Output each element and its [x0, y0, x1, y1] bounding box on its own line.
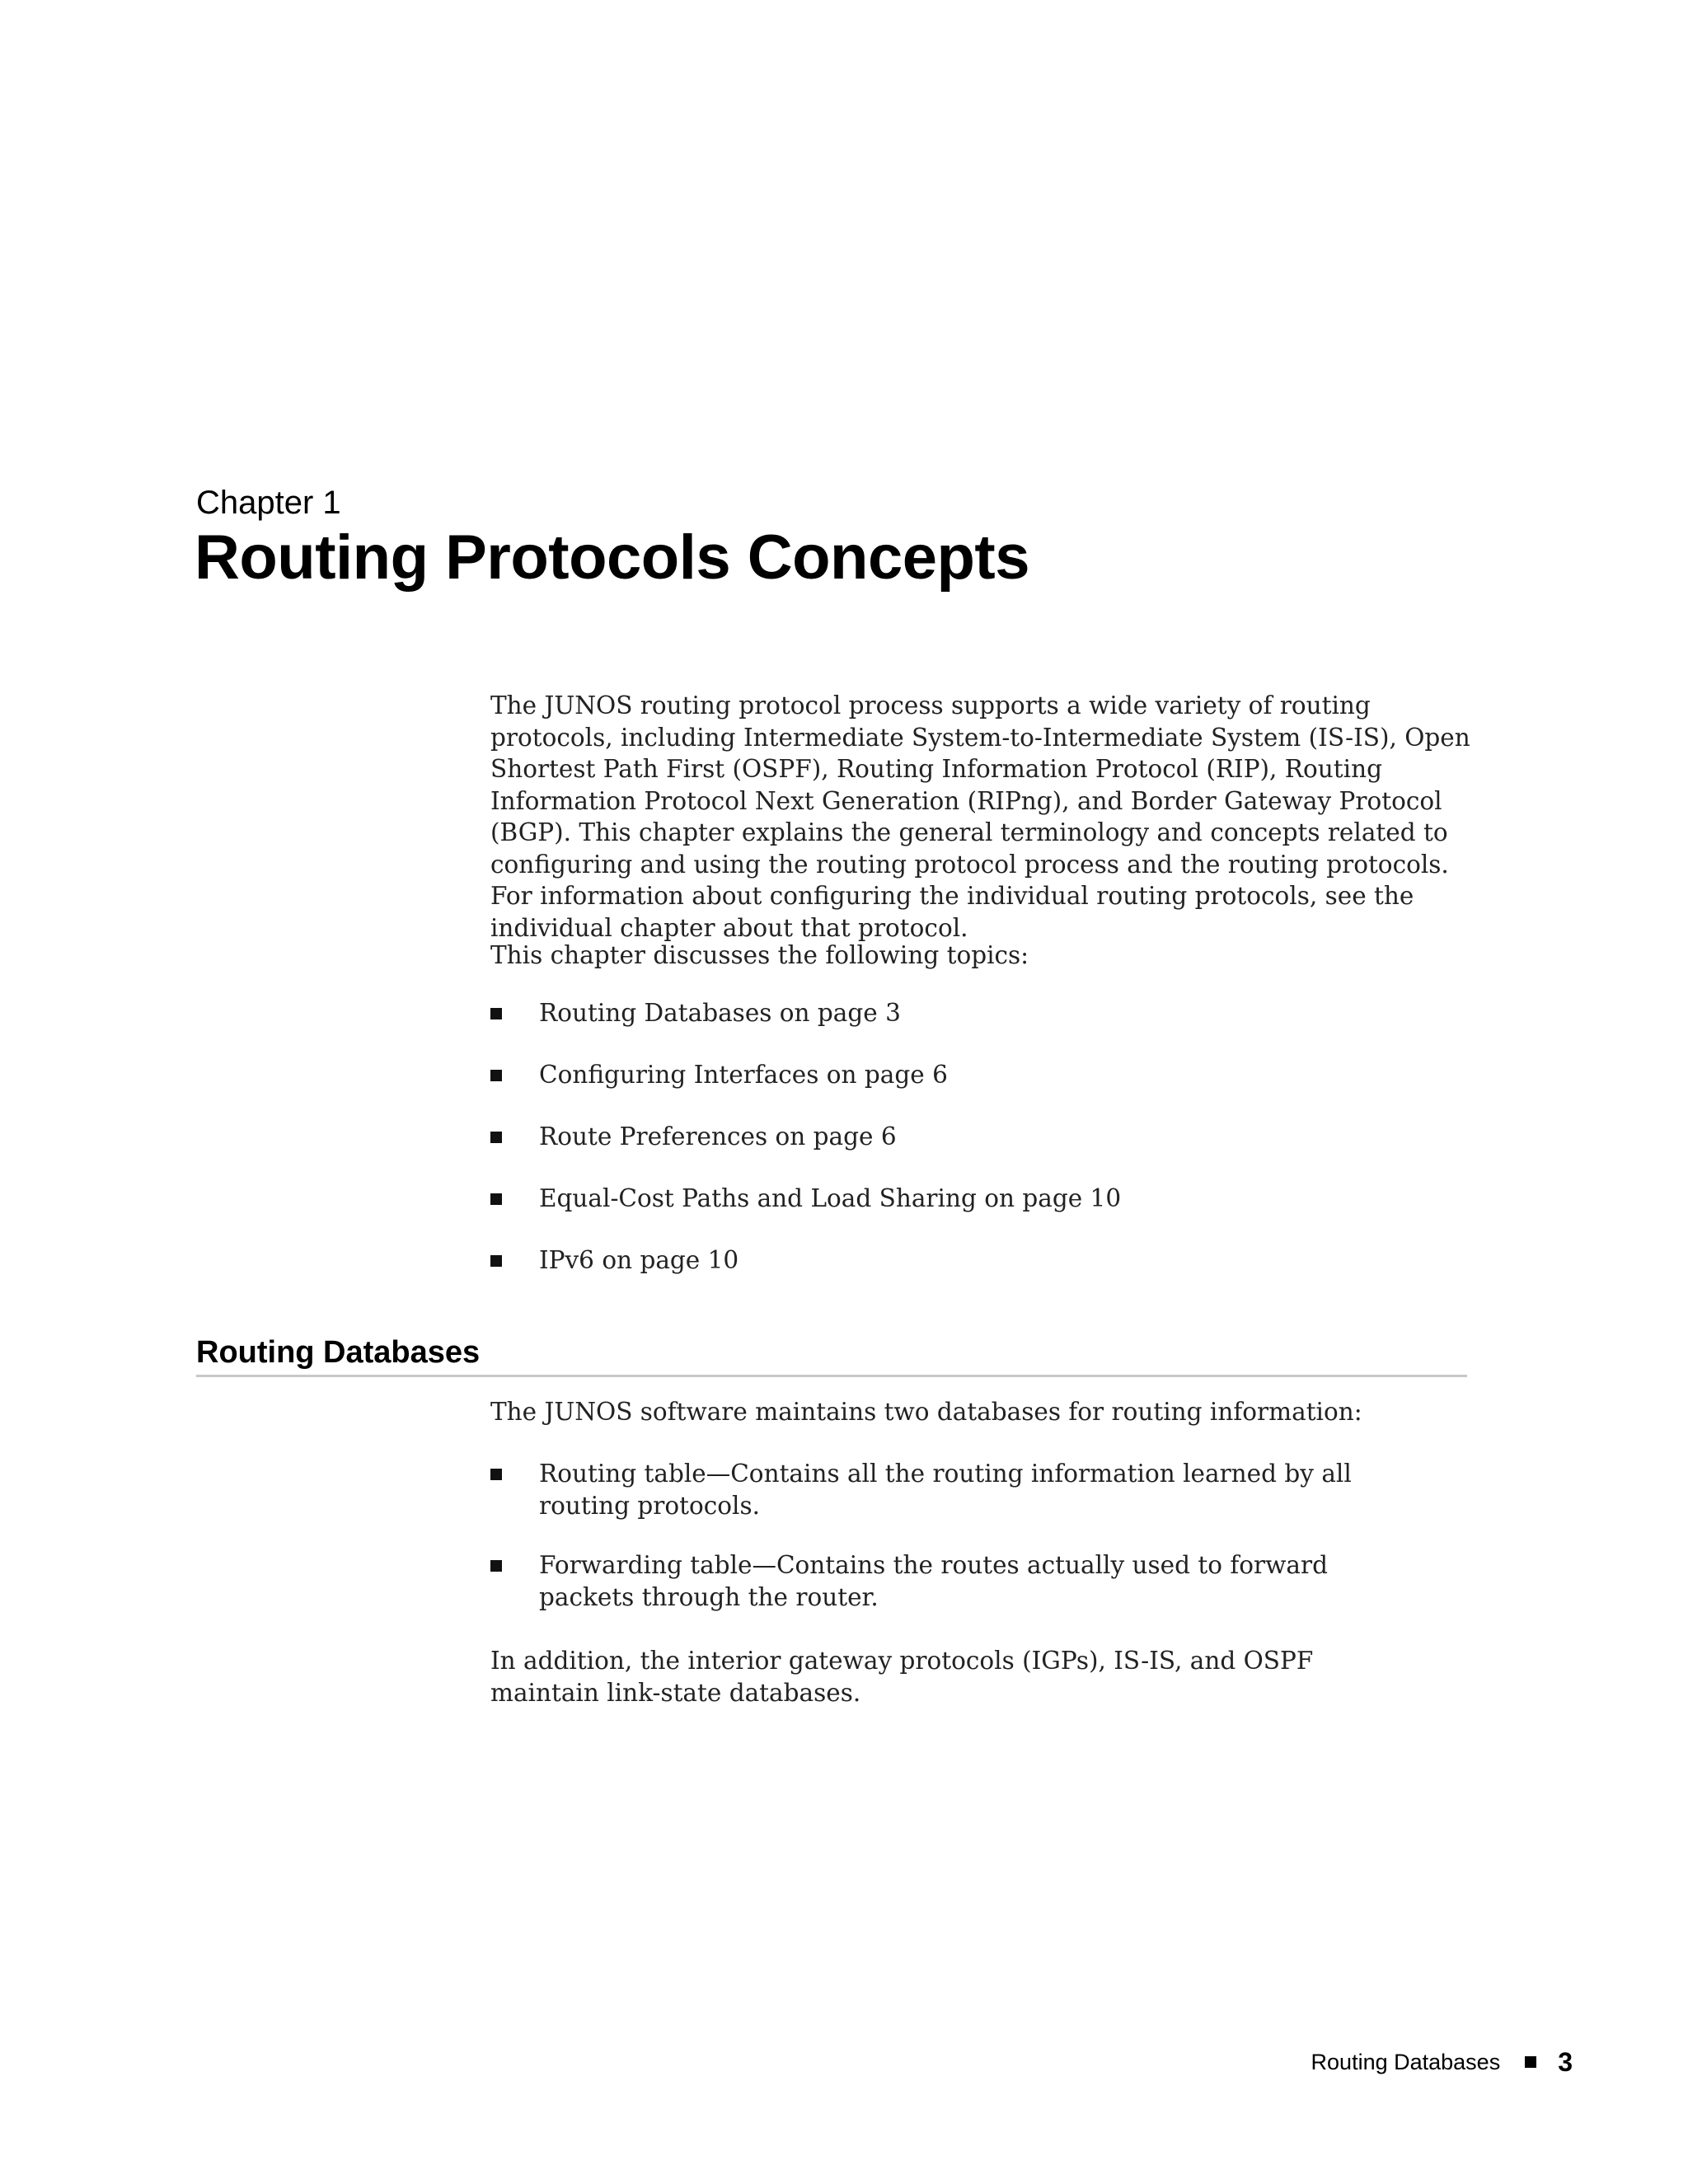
- page-number: 3: [1558, 2047, 1573, 2077]
- topic-item: [490, 1059, 1121, 1121]
- chapter-title: Routing Protocols Concepts: [195, 523, 1029, 593]
- database-item-text: Routing table—Contains all the routing information learned by all routing protocols.: [539, 1460, 1352, 1520]
- database-list: [490, 1458, 1430, 1641]
- page-footer: [1311, 2047, 1573, 2077]
- topic-item: [490, 1121, 1121, 1183]
- bullet-icon: [490, 1255, 502, 1267]
- section-intro: The JUNOS software maintains two databases for routing information:: [490, 1398, 1362, 1426]
- footer-section-label: Routing Databases: [1311, 2050, 1501, 2074]
- footer-bullet-icon: [1525, 2056, 1536, 2068]
- bullet-icon: [490, 1469, 502, 1480]
- bullet-icon: [490, 1560, 502, 1572]
- topic-link[interactable]: Configuring Interfaces on page 6: [539, 1061, 948, 1089]
- topic-link[interactable]: Route Preferences on page 6: [539, 1122, 897, 1151]
- chapter-label: Chapter 1: [196, 485, 341, 521]
- topics-lead: This chapter discusses the following topics:: [490, 941, 1029, 969]
- closing-paragraph: In addition, the interior gateway protocols (IGPs), IS-IS, and OSPF maintain link-state databases.: [490, 1647, 1314, 1707]
- topic-link[interactable]: IPv6 on page 10: [539, 1246, 739, 1274]
- topic-link[interactable]: Equal-Cost Paths and Load Sharing on page 10: [539, 1184, 1122, 1212]
- bullet-icon: [490, 1193, 502, 1205]
- database-item-text: Forwarding table—Contains the routes actually used to forward packets through the router.: [539, 1551, 1328, 1611]
- topics-list: [490, 997, 1121, 1306]
- section-heading: Routing Databases: [196, 1335, 481, 1370]
- section-divider: [196, 1375, 1467, 1377]
- database-item: [490, 1549, 1430, 1613]
- topic-item: [490, 1183, 1121, 1244]
- bullet-icon: [490, 1008, 502, 1019]
- bullet-icon: [490, 1132, 502, 1143]
- topic-link[interactable]: Routing Databases on page 3: [539, 999, 901, 1027]
- topic-item: [490, 1244, 1121, 1306]
- topic-item: [490, 997, 1121, 1059]
- database-item: [490, 1458, 1430, 1521]
- bullet-icon: [490, 1070, 502, 1081]
- intro-paragraph: The JUNOS routing protocol process supports a wide variety of routing protocols, including Intermediate System-to-Intermediate System (IS-IS), Open Shortest Path First (OSPF), Routing Information Protocol (RIP), Routing Information Protocol Next Generation (RIPng), and Border Gateway Protocol (BGP). This chapter explains the general terminology and concepts related to configuring and using the routing protocol process and the routing protocols. For information about configuring the individual routing protocols, see the individual chapter about that protocol.: [490, 691, 1470, 942]
